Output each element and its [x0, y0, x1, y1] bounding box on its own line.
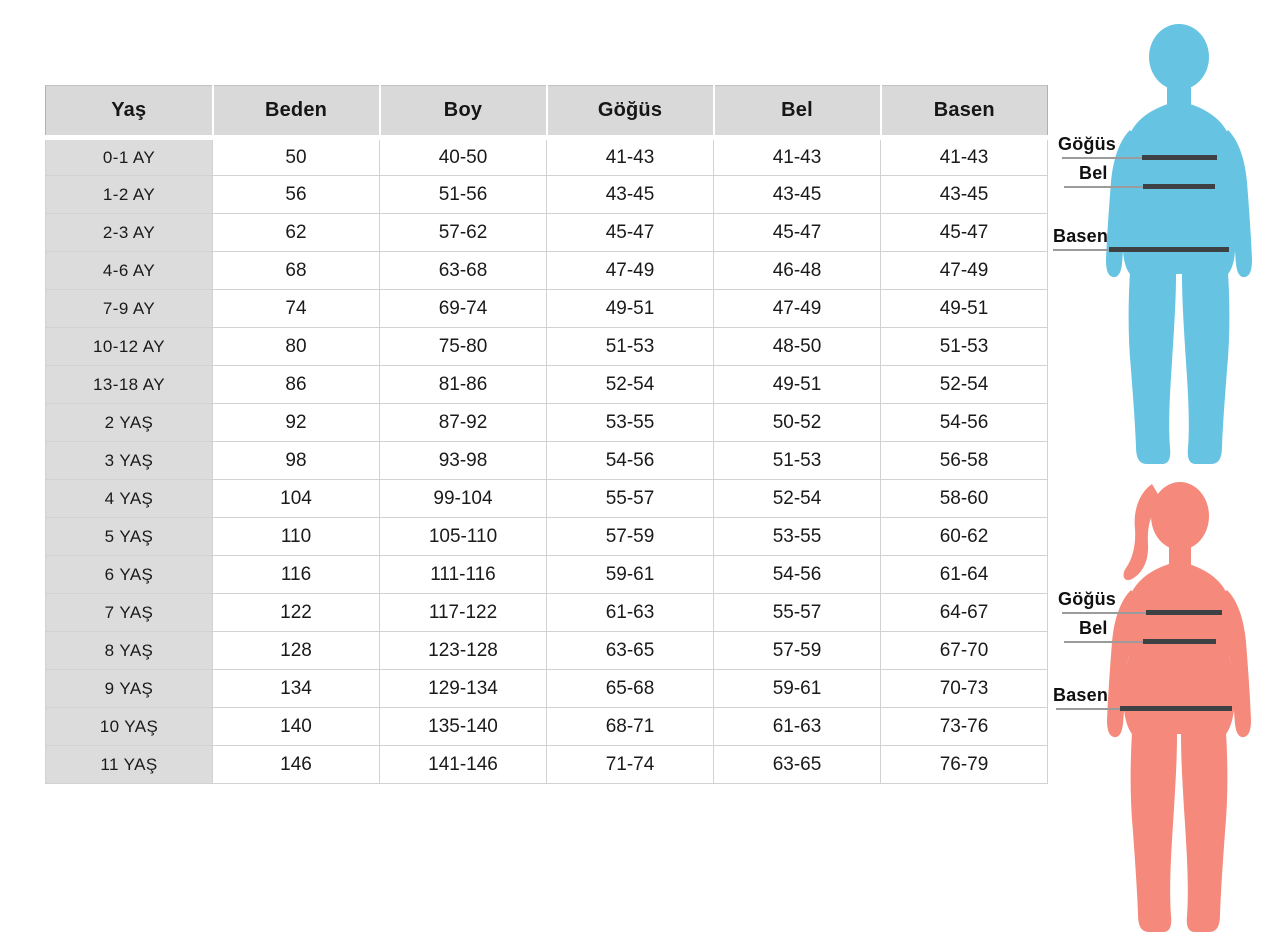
height-cell: 111-116 — [380, 556, 547, 594]
height-cell: 93-98 — [380, 442, 547, 480]
chest-cell: 54-56 — [547, 442, 714, 480]
figure-neck — [1169, 536, 1191, 568]
height-cell: 129-134 — [380, 670, 547, 708]
age-cell: 5 YAŞ — [46, 518, 213, 556]
age-cell: 0-1 AY — [46, 138, 213, 176]
height-cell: 135-140 — [380, 708, 547, 746]
hips-cell: 52-54 — [881, 366, 1048, 404]
chest-cell: 53-55 — [547, 404, 714, 442]
top-hips-label: Basen — [1053, 226, 1109, 246]
height-cell: 141-146 — [380, 746, 547, 784]
table-row — [46, 138, 1048, 176]
hips-cell: 49-51 — [881, 290, 1048, 328]
height-cell: 81-86 — [380, 366, 547, 404]
bottom-chest-bar — [1146, 610, 1222, 615]
age-cell: 2 YAŞ — [46, 404, 213, 442]
waist-cell: 57-59 — [714, 632, 881, 670]
chest-cell: 45-47 — [547, 214, 714, 252]
height-cell: 75-80 — [380, 328, 547, 366]
chest-cell: 51-53 — [547, 328, 714, 366]
waist-cell: 43-45 — [714, 176, 881, 214]
size-cell: 122 — [213, 594, 380, 632]
table-row — [46, 594, 1048, 632]
chest-cell: 52-54 — [547, 366, 714, 404]
top-waist-line — [1064, 186, 1215, 188]
figure-neck — [1167, 76, 1191, 108]
height-cell: 105-110 — [380, 518, 547, 556]
size-cell: 98 — [213, 442, 380, 480]
child-silhouette — [1088, 16, 1268, 472]
bottom-waist-bar — [1143, 639, 1216, 644]
hips-cell: 56-58 — [881, 442, 1048, 480]
chest-cell: 43-45 — [547, 176, 714, 214]
table-row — [46, 252, 1048, 290]
table-row — [46, 480, 1048, 518]
chest-cell: 55-57 — [547, 480, 714, 518]
height-cell: 123-128 — [380, 632, 547, 670]
hips-cell: 51-53 — [881, 328, 1048, 366]
figure-left-leg — [1131, 732, 1177, 932]
size-cell: 140 — [213, 708, 380, 746]
waist-cell: 55-57 — [714, 594, 881, 632]
figure-right-leg — [1181, 732, 1227, 932]
chest-cell: 47-49 — [547, 252, 714, 290]
waist-cell: 45-47 — [714, 214, 881, 252]
chest-cell: 59-61 — [547, 556, 714, 594]
size-cell: 128 — [213, 632, 380, 670]
table-row — [46, 404, 1048, 442]
size-cell: 68 — [213, 252, 380, 290]
chest-cell: 41-43 — [547, 138, 714, 176]
size-cell: 50 — [213, 138, 380, 176]
hips-cell: 58-60 — [881, 480, 1048, 518]
size-cell: 86 — [213, 366, 380, 404]
table-row — [46, 556, 1048, 594]
height-cell: 87-92 — [380, 404, 547, 442]
waist-cell: 49-51 — [714, 366, 881, 404]
table-row — [46, 518, 1048, 556]
size-table — [45, 85, 1048, 784]
waist-cell: 50-52 — [714, 404, 881, 442]
table-row — [46, 366, 1048, 404]
size-cell: 80 — [213, 328, 380, 366]
table-row — [46, 290, 1048, 328]
height-cell: 40-50 — [380, 138, 547, 176]
waist-cell: 61-63 — [714, 708, 881, 746]
col-header-height: Boy — [380, 86, 547, 138]
hips-cell: 67-70 — [881, 632, 1048, 670]
figure-right-leg — [1182, 272, 1229, 464]
chest-cell: 65-68 — [547, 670, 714, 708]
chest-cell: 71-74 — [547, 746, 714, 784]
table-row — [46, 176, 1048, 214]
size-cell: 74 — [213, 290, 380, 328]
height-cell: 99-104 — [380, 480, 547, 518]
col-header-hips: Basen — [881, 86, 1048, 138]
bottom-chest-line — [1062, 612, 1222, 614]
table-row — [46, 442, 1048, 480]
size-table-header — [46, 86, 1048, 138]
waist-cell: 48-50 — [714, 328, 881, 366]
age-cell: 9 YAŞ — [46, 670, 213, 708]
bottom-hips-label: Basen — [1053, 685, 1109, 705]
hips-cell: 60-62 — [881, 518, 1048, 556]
age-cell: 7 YAŞ — [46, 594, 213, 632]
size-table-body — [46, 138, 1048, 784]
waist-cell: 59-61 — [714, 670, 881, 708]
table-row — [46, 708, 1048, 746]
bottom-hips-line — [1056, 708, 1232, 710]
size-cell: 56 — [213, 176, 380, 214]
bottom-chest-label: Göğüs — [1058, 589, 1116, 609]
table-row — [46, 746, 1048, 784]
table-row — [46, 670, 1048, 708]
waist-cell: 46-48 — [714, 252, 881, 290]
top-chest-bar — [1142, 155, 1217, 160]
header-row — [46, 86, 1048, 138]
waist-cell: 54-56 — [714, 556, 881, 594]
hips-cell: 76-79 — [881, 746, 1048, 784]
top-chest-label: Göğüs — [1058, 134, 1116, 154]
age-cell: 2-3 AY — [46, 214, 213, 252]
chest-cell: 57-59 — [547, 518, 714, 556]
figure-left-leg — [1129, 272, 1176, 464]
chest-cell: 68-71 — [547, 708, 714, 746]
waist-cell: 51-53 — [714, 442, 881, 480]
age-cell: 10-12 AY — [46, 328, 213, 366]
waist-cell: 53-55 — [714, 518, 881, 556]
hips-cell: 47-49 — [881, 252, 1048, 290]
chest-cell: 49-51 — [547, 290, 714, 328]
waist-cell: 41-43 — [714, 138, 881, 176]
size-cell: 134 — [213, 670, 380, 708]
hips-cell: 73-76 — [881, 708, 1048, 746]
age-cell: 13-18 AY — [46, 366, 213, 404]
top-hips-bar — [1109, 247, 1229, 252]
hips-cell: 64-67 — [881, 594, 1048, 632]
height-cell: 51-56 — [380, 176, 547, 214]
hips-cell: 61-64 — [881, 556, 1048, 594]
hips-cell: 43-45 — [881, 176, 1048, 214]
age-cell: 6 YAŞ — [46, 556, 213, 594]
col-header-age: Yaş — [46, 86, 213, 138]
top-hips-line — [1053, 249, 1229, 251]
size-chart-table-wrapper — [45, 85, 1048, 784]
age-cell: 10 YAŞ — [46, 708, 213, 746]
table-row — [46, 328, 1048, 366]
bottom-waist-label: Bel — [1079, 618, 1108, 638]
bottom-hips-bar — [1120, 706, 1232, 711]
size-cell: 92 — [213, 404, 380, 442]
age-cell: 11 YAŞ — [46, 746, 213, 784]
age-cell: 4 YAŞ — [46, 480, 213, 518]
height-cell: 63-68 — [380, 252, 547, 290]
table-row — [46, 214, 1048, 252]
size-cell: 62 — [213, 214, 380, 252]
col-header-waist: Bel — [714, 86, 881, 138]
top-chest-line — [1062, 157, 1217, 159]
height-cell: 57-62 — [380, 214, 547, 252]
height-cell: 117-122 — [380, 594, 547, 632]
hips-cell: 41-43 — [881, 138, 1048, 176]
hips-cell: 45-47 — [881, 214, 1048, 252]
top-waist-bar — [1143, 184, 1215, 189]
col-header-size: Beden — [213, 86, 380, 138]
age-cell: 3 YAŞ — [46, 442, 213, 480]
waist-cell: 52-54 — [714, 480, 881, 518]
hips-cell: 70-73 — [881, 670, 1048, 708]
age-cell: 8 YAŞ — [46, 632, 213, 670]
chest-cell: 63-65 — [547, 632, 714, 670]
age-cell: 1-2 AY — [46, 176, 213, 214]
age-cell: 7-9 AY — [46, 290, 213, 328]
col-header-chest: Göğüs — [547, 86, 714, 138]
waist-cell: 47-49 — [714, 290, 881, 328]
waist-cell: 63-65 — [714, 746, 881, 784]
height-cell: 69-74 — [380, 290, 547, 328]
size-cell: 146 — [213, 746, 380, 784]
hips-cell: 54-56 — [881, 404, 1048, 442]
chest-cell: 61-63 — [547, 594, 714, 632]
top-waist-label: Bel — [1079, 163, 1108, 183]
size-cell: 104 — [213, 480, 380, 518]
size-cell: 116 — [213, 556, 380, 594]
age-cell: 4-6 AY — [46, 252, 213, 290]
table-row — [46, 632, 1048, 670]
size-cell: 110 — [213, 518, 380, 556]
bottom-waist-line — [1064, 641, 1216, 643]
